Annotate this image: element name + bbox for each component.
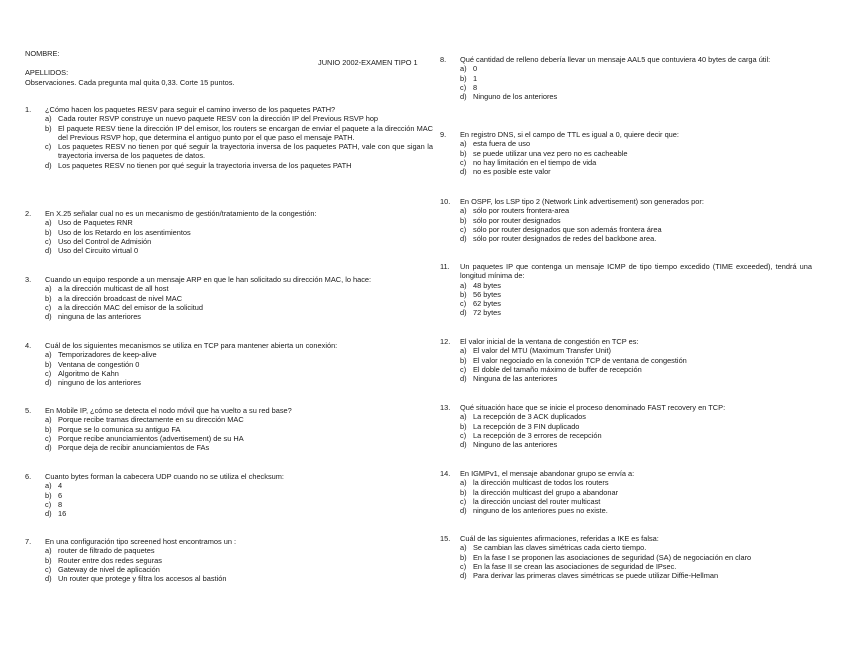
option-letter: c)	[460, 82, 467, 92]
question-text: En OSPF, los LSP tipo 2 (Network Link advertisement) son generados por:	[460, 197, 704, 206]
option-letter: a)	[45, 546, 52, 556]
answer-option	[45, 491, 433, 500]
answer-option	[45, 284, 433, 293]
question-stem	[25, 209, 433, 218]
option-text: Ventana de congestión 0	[58, 359, 140, 369]
question-text: El valor inicial de la ventana de congestión en TCP es:	[460, 337, 639, 346]
question-stem	[440, 130, 810, 139]
option-letter: a)	[460, 139, 467, 149]
option-letter: d)	[460, 374, 467, 384]
option-letter: d)	[460, 571, 467, 581]
question-number: 12.	[440, 337, 451, 346]
option-text: Algoritmo de Kahn	[58, 368, 119, 378]
question-stem	[440, 337, 810, 346]
apellidos-label: APELLIDOS:	[25, 68, 69, 77]
option-letter: b)	[460, 421, 467, 431]
question-stem	[440, 197, 810, 206]
option-letter: d)	[45, 443, 52, 453]
answer-option	[45, 415, 433, 424]
answer-option	[45, 142, 433, 161]
option-letter: b)	[45, 123, 52, 133]
option-letter: c)	[460, 157, 467, 167]
answer-option	[460, 64, 810, 73]
option-text: ninguna de las anteriores	[58, 312, 141, 322]
option-text: En la fase I se proponen las asociaciones de seguridad (SA) de negociación en claro	[473, 552, 752, 562]
question-text: Qué situación hace que se inicie el proceso denominado FAST recovery en TCP:	[460, 403, 726, 412]
answer-option	[460, 412, 810, 421]
answer-option	[45, 565, 433, 574]
answer-option	[460, 92, 810, 101]
option-text: se puede utilizar una vez pero no es cacheable	[473, 148, 628, 158]
nombre-label: NOMBRE:	[25, 49, 60, 58]
option-text: sólo por router designados	[473, 215, 561, 225]
answer-option	[45, 556, 433, 565]
option-text: ninguno de los anteriores	[58, 378, 141, 388]
option-text: El valor negociado en la conexión TCP de ventana de congestión	[473, 355, 687, 365]
question-stem	[440, 403, 810, 412]
option-letter: c)	[45, 564, 52, 574]
option-letter: d)	[460, 308, 467, 318]
answer-option	[45, 546, 433, 555]
question-stem	[25, 472, 433, 481]
answer-option	[460, 206, 810, 215]
option-text: En la fase II se crean las asociaciones de seguridad de IPsec.	[473, 561, 677, 571]
answer-option	[460, 356, 810, 365]
question-8	[440, 55, 810, 101]
option-text: 16	[58, 509, 67, 519]
option-text: El valor del MTU (Maximum Transfer Unit)	[473, 346, 611, 356]
question-text: Qué cantidad de relleno debería llevar un mensaje AAL5 que contuviera 40 bytes de carga útil:	[460, 55, 771, 64]
question-12	[440, 337, 810, 383]
answer-option	[460, 488, 810, 497]
answer-option	[45, 434, 433, 443]
option-letter: c)	[45, 142, 52, 152]
answer-option	[460, 346, 810, 355]
option-letter: b)	[45, 359, 52, 369]
option-text: Porque recibe tramas directamente en su dirección MAC	[58, 415, 244, 425]
question-number: 3.	[25, 275, 32, 284]
option-text: Los paquetes RESV no tienen por qué seguir la trayectoria inversa de los paquetes PATH	[58, 160, 352, 170]
option-letter: b)	[45, 555, 52, 565]
answer-option	[460, 374, 810, 383]
question-number: 5.	[25, 406, 32, 415]
option-letter: c)	[460, 224, 467, 234]
answer-option	[45, 161, 433, 170]
answer-option	[460, 167, 810, 176]
answer-option	[460, 290, 812, 299]
option-text: no es posible este valor	[473, 167, 551, 177]
question-number: 4.	[25, 341, 32, 350]
question-number: 7.	[25, 537, 32, 546]
answer-option	[45, 294, 433, 303]
option-text: El doble del tamaño máximo de buffer de recepción	[473, 364, 642, 374]
answer-option	[45, 218, 433, 227]
question-number: 11.	[440, 262, 450, 271]
option-text: sólo por router designados que son además frontera área	[473, 224, 662, 234]
question-number: 6.	[25, 472, 32, 481]
option-letter: c)	[460, 364, 467, 374]
question-stem	[25, 537, 433, 546]
option-letter: d)	[45, 574, 52, 584]
answer-option	[460, 281, 812, 290]
answer-option	[460, 74, 810, 83]
option-letter: c)	[460, 299, 467, 309]
question-number: 2.	[25, 209, 32, 218]
option-text: Se cambian las claves simétricas cada cierto tiempo.	[473, 543, 647, 553]
answer-option	[45, 443, 433, 452]
option-text: a la dirección broadcast de nivel MAC	[58, 293, 183, 303]
option-letter: b)	[45, 293, 52, 303]
answer-option	[460, 308, 812, 317]
option-text: La recepción de 3 errores de recepción	[473, 430, 602, 440]
question-stem	[25, 341, 433, 350]
question-text: Cuál de las siguientes afirmaciones, referidas a IKE es falsa:	[460, 534, 659, 543]
question-stem	[440, 534, 812, 543]
option-text: 1	[473, 73, 478, 83]
answer-option	[460, 139, 810, 148]
question-13	[440, 403, 810, 449]
question-10	[440, 197, 810, 243]
answer-option	[460, 562, 812, 571]
option-letter: d)	[45, 378, 52, 388]
option-text: 4	[58, 481, 63, 491]
question-number: 10.	[440, 197, 451, 206]
option-letter: b)	[460, 148, 467, 158]
option-letter: a)	[460, 478, 467, 488]
answer-option	[460, 225, 810, 234]
option-text: Cada router RSVP construye un nuevo paquete RESV con la dirección IP del Previous RSVP hop	[58, 114, 379, 124]
answer-option	[45, 228, 433, 237]
question-7	[25, 537, 433, 583]
option-letter: a)	[460, 206, 467, 216]
option-letter: b)	[460, 552, 467, 562]
option-letter: a)	[45, 114, 52, 124]
answer-option	[460, 83, 810, 92]
question-stem	[25, 105, 433, 114]
answer-option	[45, 574, 433, 583]
answer-option	[460, 216, 810, 225]
option-text: Para derivar las primeras claves simétricas se puede utilizar Diffie-Hellman	[473, 571, 719, 581]
option-letter: b)	[460, 73, 467, 83]
answer-option	[45, 369, 433, 378]
question-stem	[25, 406, 433, 415]
option-letter: b)	[45, 227, 52, 237]
question-stem	[440, 469, 810, 478]
option-text: Un router que protege y filtra los accesos al bastión	[58, 574, 227, 584]
option-letter: a)	[460, 346, 467, 356]
answer-option	[460, 571, 812, 580]
answer-option	[460, 431, 810, 440]
question-11	[440, 262, 812, 318]
observaciones-text: Observaciones. Cada pregunta mal quita 0,33. Corte 15 puntos.	[25, 78, 235, 87]
answer-option	[45, 114, 433, 123]
option-letter: d)	[45, 509, 52, 519]
option-text: La recepción de 3 ACK duplicados	[473, 412, 586, 422]
answer-option	[460, 440, 810, 449]
answer-option	[460, 299, 812, 308]
option-letter: c)	[460, 561, 467, 571]
option-text: El paquete RESV tiene la dirección IP del emisor, los routers se encargan de enviar el paquete a la dirección MAC del Previous RSVP hop, que determina el antiguo punto por el que paso el mensaje PATH.	[58, 123, 433, 142]
option-text: Porque deja de recibir anunciamientos de FAs	[58, 443, 210, 453]
option-text: 0	[473, 64, 478, 74]
answer-option	[45, 124, 433, 143]
option-text: Uso del Circuito virtual 0	[58, 246, 139, 256]
option-letter: c)	[460, 430, 467, 440]
option-text: 72 bytes	[473, 308, 501, 318]
option-letter: c)	[460, 496, 467, 506]
option-letter: a)	[460, 412, 467, 422]
option-text: ninguno de los anteriores pues no existe.	[473, 506, 608, 516]
answer-option	[45, 246, 433, 255]
answer-option	[460, 543, 812, 552]
option-text: a la dirección MAC del emisor de la solicitud	[58, 302, 204, 312]
question-1	[25, 105, 433, 170]
option-letter: d)	[45, 312, 52, 322]
option-text: Uso de los Retardo en los asentimientos	[58, 227, 191, 237]
option-text: 48 bytes	[473, 280, 501, 290]
answer-option	[460, 497, 810, 506]
option-letter: a)	[460, 543, 467, 553]
question-text: Un paquetes IP que contenga un mensaje ICMP de tipo tiempo excedido (TIME exceeded), tendrá una longitud mínima de:	[460, 262, 812, 281]
option-letter: b)	[45, 490, 52, 500]
question-14	[440, 469, 810, 515]
question-text: En registro DNS, si el campo de TTL es igual a 0, quiere decir que:	[460, 130, 679, 139]
option-letter: a)	[45, 218, 52, 228]
option-text: Gateway de nivel de aplicación	[58, 564, 160, 574]
question-text: Cuanto bytes forman la cabecera UDP cuando no se utiliza el checksum:	[45, 472, 284, 481]
question-text: En X.25 señalar cual no es un mecanismo de gestión/tratamiento de la congestión:	[45, 209, 317, 218]
question-text: En IGMPv1, el mensaje abandonar grupo se envía a:	[460, 469, 635, 478]
answer-option	[45, 378, 433, 387]
option-text: Los paquetes RESV no tienen por qué seguir la trayectoria inversa de los paquetes PATH, vale con que sigan la trayectoria inversa de los paquetes de datos.	[58, 142, 433, 161]
question-number: 13.	[440, 403, 451, 412]
option-letter: a)	[45, 350, 52, 360]
option-text: Ninguna de las anteriores	[473, 374, 558, 384]
question-text: En Mobile IP, ¿cómo se detecta el nodo móvil que ha vuelto a su red base?	[45, 406, 292, 415]
option-text: sólo por router designados de redes del backbone area.	[473, 234, 657, 244]
option-text: la dirección unciast del router multicast	[473, 496, 601, 506]
answer-option	[45, 360, 433, 369]
question-number: 1.	[25, 105, 32, 114]
option-letter: a)	[45, 415, 52, 425]
option-text: la dirección multicast de todos los routers	[473, 478, 609, 488]
option-text: Porque recibe anunciamientos (advertisement) de su HA	[58, 433, 244, 443]
option-text: sólo por routers frontera-area	[473, 206, 570, 216]
question-3	[25, 275, 433, 321]
option-text: Uso de Paquetes RNR	[58, 218, 133, 228]
question-stem	[440, 55, 810, 64]
option-letter: c)	[45, 368, 52, 378]
answer-option	[45, 425, 433, 434]
option-text: 62 bytes	[473, 299, 501, 309]
question-number: 15.	[440, 534, 451, 543]
option-letter: d)	[460, 506, 467, 516]
option-text: La recepción de 3 FIN duplicado	[473, 421, 580, 431]
option-text: 8	[473, 82, 478, 92]
option-letter: a)	[460, 64, 467, 74]
option-letter: d)	[45, 160, 52, 170]
option-letter: d)	[460, 234, 467, 244]
option-letter: c)	[45, 236, 52, 246]
option-text: a la dirección multicast de all host	[58, 284, 169, 294]
answer-option	[460, 365, 810, 374]
option-letter: b)	[460, 355, 467, 365]
option-text: Temporizadores de keep-alive	[58, 350, 157, 360]
option-letter: b)	[45, 424, 52, 434]
answer-option	[45, 303, 433, 312]
question-text: Cuando un equipo responde a un mensaje ARP en que le han solicitado su dirección MAC, lo hace:	[45, 275, 372, 284]
question-4	[25, 341, 433, 387]
option-text: Porque se lo comunica su antiguo FA	[58, 424, 181, 434]
question-stem	[440, 262, 812, 281]
option-letter: b)	[460, 487, 467, 497]
option-text: esta fuera de uso	[473, 139, 531, 149]
question-9	[440, 130, 810, 176]
question-text: En una configuración tipo screened host encontramos un :	[45, 537, 237, 546]
answer-option	[460, 422, 810, 431]
option-text: 8	[58, 499, 63, 509]
answer-option	[45, 500, 433, 509]
option-letter: d)	[460, 440, 467, 450]
question-15	[440, 534, 812, 580]
answer-option	[45, 312, 433, 321]
answer-option	[460, 158, 810, 167]
answer-option	[45, 350, 433, 359]
option-letter: a)	[460, 280, 467, 290]
option-letter: a)	[45, 284, 52, 294]
option-text: router de filtrado de paquetes	[58, 546, 155, 556]
answer-option	[460, 506, 810, 515]
question-text: Cuál de los siguientes mecanismos se utiliza en TCP para mantener abierta un conexión:	[45, 341, 338, 350]
option-letter: d)	[460, 92, 467, 102]
option-text: no hay limitación en el tiempo de vida	[473, 157, 597, 167]
option-text: la dirección multicast del grupo a abandonar	[473, 487, 619, 497]
question-text: ¿Cómo hacen los paquetes RESV para seguir el camino inverso de los paquetes PATH?	[45, 105, 336, 114]
question-5	[25, 406, 433, 452]
answer-option	[460, 553, 812, 562]
option-text: Router entre dos redes seguras	[58, 555, 162, 565]
option-text: 6	[58, 490, 63, 500]
answer-option	[460, 234, 810, 243]
option-text: Ninguno de los anteriores	[473, 92, 558, 102]
question-6	[25, 472, 433, 518]
option-letter: d)	[45, 246, 52, 256]
option-letter: d)	[460, 167, 467, 177]
option-letter: c)	[45, 433, 52, 443]
answer-option	[45, 481, 433, 490]
question-number: 8.	[440, 55, 447, 64]
option-letter: a)	[45, 481, 52, 491]
exam-title: JUNIO 2002-EXAMEN TIPO 1	[318, 58, 418, 67]
option-letter: c)	[45, 499, 52, 509]
question-number: 14.	[440, 469, 451, 478]
option-letter: b)	[460, 289, 467, 299]
option-text: 56 bytes	[473, 289, 501, 299]
option-text: Uso del Control de Admisión	[58, 236, 152, 246]
question-stem	[25, 275, 433, 284]
option-text: Ninguno de las anteriores	[473, 440, 558, 450]
question-2	[25, 209, 433, 255]
option-letter: b)	[460, 215, 467, 225]
answer-option	[45, 237, 433, 246]
answer-option	[45, 509, 433, 518]
answer-option	[460, 478, 810, 487]
answer-option	[460, 149, 810, 158]
option-letter: c)	[45, 302, 52, 312]
question-number: 9.	[440, 130, 447, 139]
